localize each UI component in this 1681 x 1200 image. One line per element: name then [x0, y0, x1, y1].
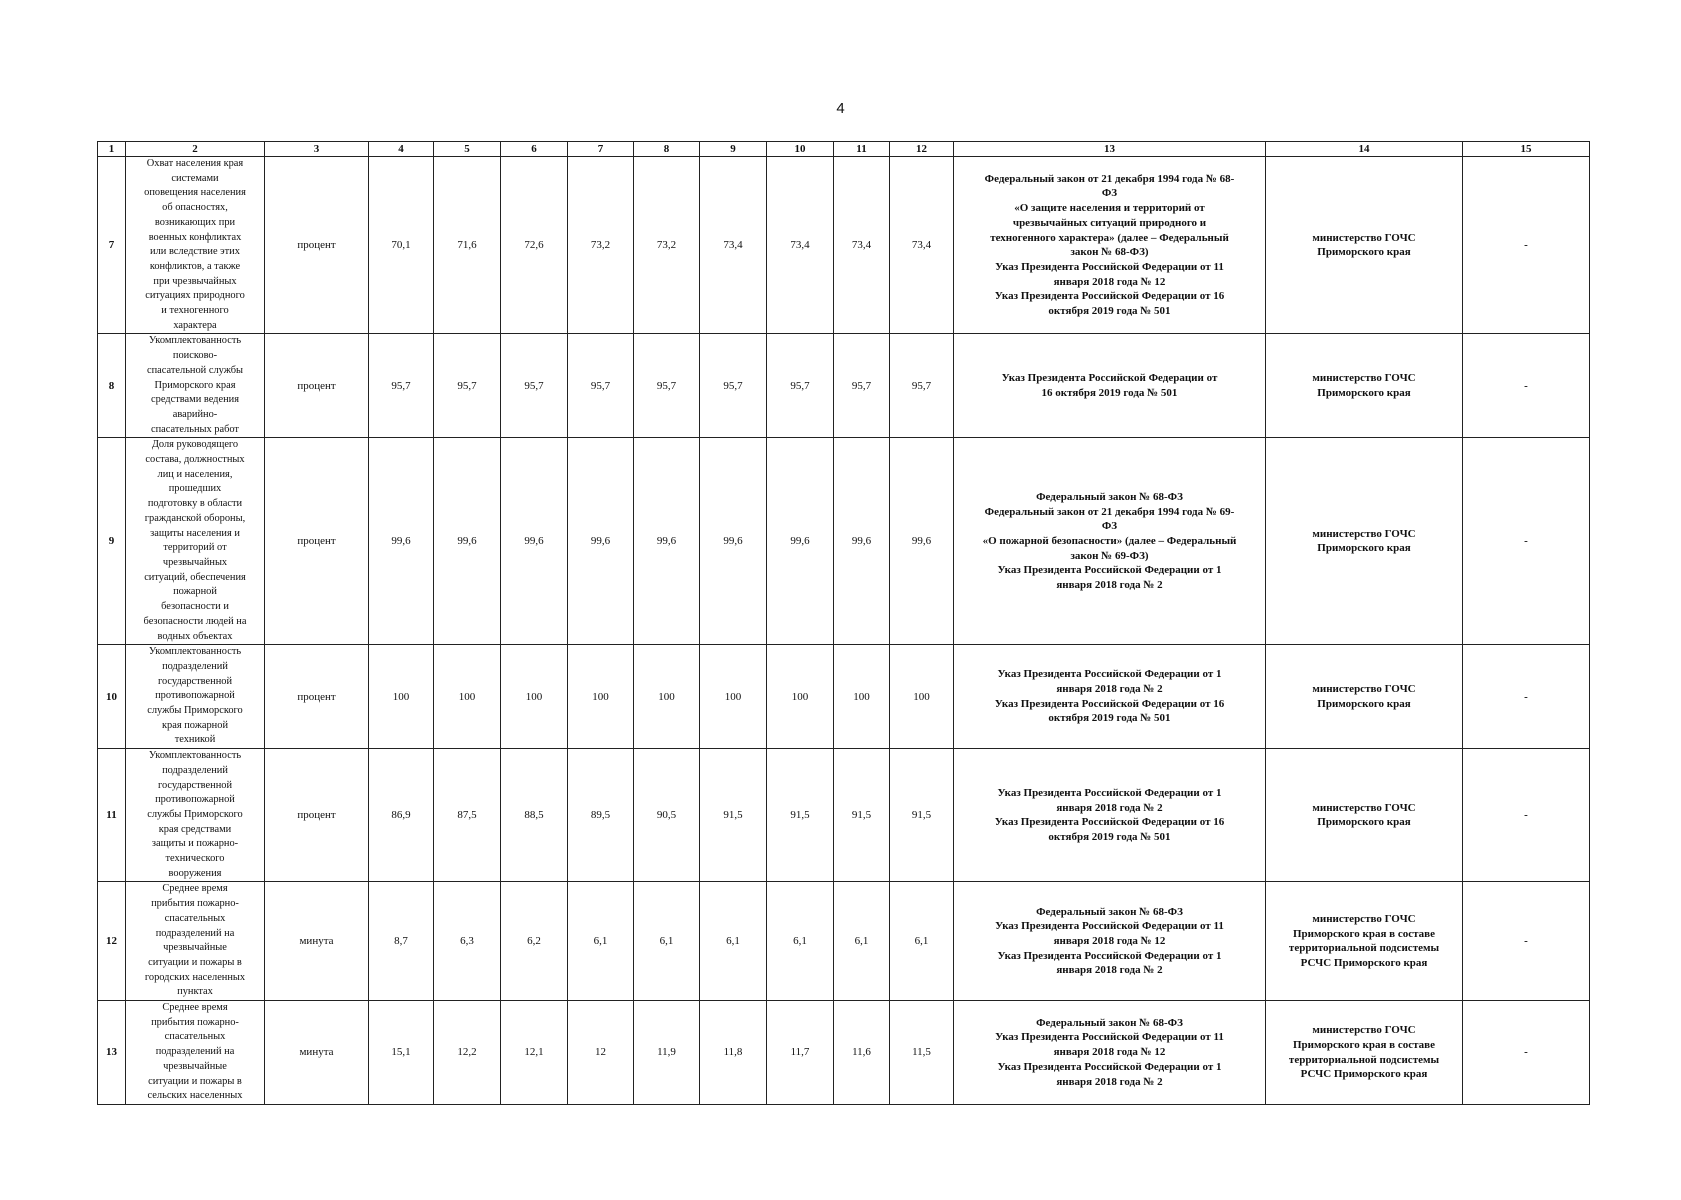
legal-basis [954, 438, 1266, 645]
indicator-name-line: территорий от [163, 542, 227, 554]
legal-basis-line: Федеральный закон № 68-ФЗ [1036, 1016, 1183, 1029]
legal-basis [954, 882, 1266, 1001]
indicator-value: 91,5 [700, 749, 767, 882]
unit-of-measure: минута [265, 882, 369, 1001]
table-row [98, 438, 1590, 645]
legal-basis-line: Указ Президента Российской Федерации от 16 [994, 290, 1225, 303]
legal-basis-line: января 2018 года № 12 [1053, 1046, 1166, 1059]
indicator-name-line: сельских населенных [147, 1090, 243, 1102]
legal-basis [954, 334, 1266, 438]
row-number: 8 [98, 334, 126, 438]
indicator-value: 95,7 [700, 334, 767, 438]
indicator-name-line: или вследствие этих [150, 246, 240, 258]
indicator-name-line: спасательной службы [146, 364, 244, 376]
indicator-value: 95,7 [834, 334, 890, 438]
indicator-value: 15,1 [369, 1001, 434, 1105]
legal-basis-line: 16 октября 2019 года № 501 [1041, 386, 1178, 399]
row-number: 7 [98, 157, 126, 334]
column-15-value: - [1463, 438, 1590, 645]
column-number-1: 1 [98, 142, 126, 157]
responsible-body-line: министерство ГОЧС [1312, 231, 1416, 244]
indicator-name-line: спасательных [164, 912, 226, 924]
unit-of-measure: процент [265, 645, 369, 749]
responsible-body [1266, 882, 1463, 1001]
indicator-name-line: ситуаций, обеспечения [144, 571, 246, 583]
indicator-value: 11,8 [700, 1001, 767, 1105]
indicator-name-line: службы Приморского [147, 705, 243, 717]
indicator-name-line: Среднее время [162, 883, 228, 895]
indicator-value: 100 [767, 645, 834, 749]
column-number-3: 3 [265, 142, 369, 157]
column-15-value: - [1463, 157, 1590, 334]
legal-basis-line: Указ Президента Российской Федерации от 16 [994, 816, 1225, 829]
indicator-name-line: Охват населения края [146, 158, 244, 169]
legal-basis-line: января 2018 года № 2 [1056, 801, 1163, 814]
legal-basis-line: января 2018 года № 2 [1056, 964, 1163, 977]
responsible-body [1266, 1001, 1463, 1105]
row-number: 9 [98, 438, 126, 645]
unit-of-measure: процент [265, 334, 369, 438]
indicator-value: 12,1 [501, 1001, 568, 1105]
legal-basis-line: октября 2019 года № 501 [1048, 305, 1171, 318]
indicator-name-line: безопасности и [161, 601, 229, 613]
legal-basis-line: Федеральный закон от 21 декабря 1994 года № 68- [984, 172, 1235, 185]
column-15-value: - [1463, 749, 1590, 882]
legal-basis-line: закон № 68-ФЗ) [1070, 246, 1149, 259]
indicator-name-line: противопожарной [155, 794, 235, 806]
indicator-value: 88,5 [501, 749, 568, 882]
indicator-name-line: пунктах [177, 986, 213, 998]
legal-basis-line: Указ Президента Российской Федерации от 16 [994, 697, 1225, 710]
indicator-name-line: ситуации и пожары в [148, 1075, 242, 1087]
column-number-2: 2 [126, 142, 265, 157]
legal-basis-line: Указ Президента Российской Федерации от 11 [995, 1031, 1224, 1044]
indicator-value: 73,4 [890, 157, 954, 334]
indicator-name [126, 157, 265, 334]
column-number-6: 6 [501, 142, 568, 157]
legal-basis-line: ФЗ [1101, 187, 1118, 200]
indicator-value: 99,6 [834, 438, 890, 645]
indicator-name-line: подразделений на [155, 927, 235, 939]
legal-basis-line: закон № 69-ФЗ) [1070, 549, 1149, 562]
indicator-value: 100 [369, 645, 434, 749]
indicator-value: 99,6 [568, 438, 634, 645]
indicator-name-line: при чрезвычайных [153, 275, 237, 287]
responsible-body-line: РСЧС Приморского края [1300, 956, 1428, 969]
unit-of-measure: процент [265, 157, 369, 334]
column-number-14: 14 [1266, 142, 1463, 157]
indicator-name-line: конфликтов, а также [149, 260, 241, 272]
legal-basis-line: «О защите населения и территорий от [1014, 202, 1205, 215]
indicator-name [126, 749, 265, 882]
responsible-body-line: министерство ГОЧС [1312, 912, 1416, 925]
responsible-body [1266, 334, 1463, 438]
indicator-name-line: Укомплектованность [148, 646, 242, 658]
indicator-name-line: службы Приморского [147, 808, 243, 820]
indicator-value: 99,6 [700, 438, 767, 645]
indicator-value: 8,7 [369, 882, 434, 1001]
indicator-value: 99,6 [767, 438, 834, 645]
indicator-value: 95,7 [890, 334, 954, 438]
responsible-body-line: Приморского края [1317, 697, 1411, 710]
indicator-name-line: вооружения [168, 867, 222, 879]
page-number: 4 [836, 100, 845, 117]
responsible-body [1266, 645, 1463, 749]
legal-basis [954, 749, 1266, 882]
legal-basis-line: Федеральный закон № 68-ФЗ [1036, 905, 1183, 918]
indicator-name-line: края пожарной [161, 719, 229, 731]
unit-of-measure: минута [265, 1001, 369, 1105]
indicator-name [126, 334, 265, 438]
column-15-value: - [1463, 1001, 1590, 1105]
legal-basis-line: Указ Президента Российской Федерации от 1 [997, 564, 1222, 577]
indicator-value: 95,7 [369, 334, 434, 438]
table-row [98, 749, 1590, 882]
legal-basis-line: Указ Президента Российской Федерации от 11 [995, 920, 1224, 933]
indicator-name-line: подготовку в области [147, 498, 243, 510]
indicator-name-line: ситуации и пожары в [148, 956, 242, 968]
indicator-value: 99,6 [890, 438, 954, 645]
indicator-name-line: подразделений [162, 660, 228, 672]
indicator-name-line: оповещения населения [144, 187, 246, 199]
indicator-name-line: характера [173, 319, 217, 331]
indicator-value: 73,4 [834, 157, 890, 334]
indicators-table [97, 141, 1590, 1105]
column-number-8: 8 [634, 142, 700, 157]
responsible-body-line: министерство ГОЧС [1312, 682, 1416, 695]
column-number-7: 7 [568, 142, 634, 157]
responsible-body-line: министерство ГОЧС [1312, 801, 1416, 814]
row-number: 10 [98, 645, 126, 749]
legal-basis-line: «О пожарной безопасности» (далее – Федеральный [982, 534, 1237, 547]
table-row [98, 157, 1590, 334]
responsible-body-line: Приморского края [1317, 246, 1411, 259]
indicator-value: 99,6 [369, 438, 434, 645]
indicator-value: 100 [834, 645, 890, 749]
legal-basis-line: января 2018 года № 2 [1056, 579, 1163, 592]
indicator-value: 6,1 [634, 882, 700, 1001]
indicator-value: 95,7 [634, 334, 700, 438]
indicator-value: 11,6 [834, 1001, 890, 1105]
legal-basis-line: техногенного характера» (далее – Федеральный [990, 231, 1229, 244]
legal-basis-line: января 2018 года № 12 [1053, 934, 1166, 947]
indicator-name-line: Укомплектованность [148, 335, 242, 347]
indicator-value: 100 [434, 645, 501, 749]
column-number-row [98, 142, 1590, 157]
unit-of-measure: процент [265, 438, 369, 645]
indicator-name-line: края средствами [158, 823, 232, 835]
column-number-5: 5 [434, 142, 501, 157]
indicator-name-line: чрезвычайные [163, 1060, 227, 1072]
indicator-value: 12,2 [434, 1001, 501, 1105]
indicator-value: 99,6 [501, 438, 568, 645]
indicator-value: 100 [501, 645, 568, 749]
indicator-value: 6,1 [700, 882, 767, 1001]
responsible-body-line: министерство ГОЧС [1312, 527, 1416, 540]
indicator-name-line: городских населенных [144, 971, 246, 983]
indicator-name-line: государственной [157, 779, 233, 791]
legal-basis-line: Федеральный закон № 68-ФЗ [1036, 490, 1183, 503]
indicator-name-line: Приморского края [154, 379, 236, 391]
column-number-9: 9 [700, 142, 767, 157]
responsible-body [1266, 438, 1463, 645]
column-15-value: - [1463, 334, 1590, 438]
legal-basis-line: октября 2019 года № 501 [1048, 712, 1171, 725]
column-number-4: 4 [369, 142, 434, 157]
indicator-value: 99,6 [634, 438, 700, 645]
column-15-value: - [1463, 645, 1590, 749]
legal-basis [954, 1001, 1266, 1105]
table-row [98, 882, 1590, 1001]
indicator-value: 72,6 [501, 157, 568, 334]
indicator-name-line: спасательных [164, 1031, 226, 1043]
responsible-body-line: Приморского края [1317, 542, 1411, 555]
indicator-name-line: безопасности людей на [143, 615, 247, 627]
table-body [98, 157, 1590, 1105]
legal-basis-line: октября 2019 года № 501 [1048, 830, 1171, 843]
indicator-name-line: техникой [174, 734, 216, 746]
indicator-name [126, 645, 265, 749]
indicator-value: 73,2 [634, 157, 700, 334]
indicator-name [126, 1001, 265, 1105]
indicator-name-line: прошедших [168, 483, 222, 495]
indicator-value: 6,3 [434, 882, 501, 1001]
indicator-name-line: об опасностях, [162, 202, 228, 214]
indicator-name-line: прибытия пожарно- [151, 898, 239, 910]
indicator-name-line: гражданской обороны, [144, 512, 246, 524]
legal-basis [954, 645, 1266, 749]
indicator-name-line: ситуациях природного [145, 290, 245, 302]
indicator-value: 87,5 [434, 749, 501, 882]
responsible-body-line: министерство ГОЧС [1312, 372, 1416, 385]
legal-basis [954, 157, 1266, 334]
column-number-15: 15 [1463, 142, 1590, 157]
indicator-value: 95,7 [568, 334, 634, 438]
table-row [98, 1001, 1590, 1105]
indicator-name-line: подразделений на [155, 1046, 235, 1058]
indicator-value: 70,1 [369, 157, 434, 334]
indicator-value: 91,5 [890, 749, 954, 882]
indicator-name [126, 438, 265, 645]
indicator-name-line: спасательных работ [151, 423, 239, 435]
indicator-name-line: защиты населения и [150, 527, 240, 539]
indicator-value: 11,5 [890, 1001, 954, 1105]
indicator-value: 95,7 [501, 334, 568, 438]
indicator-value: 86,9 [369, 749, 434, 882]
legal-basis-line: Указ Президента Российской Федерации от 1 [997, 668, 1222, 681]
indicator-value: 73,2 [568, 157, 634, 334]
legal-basis-line: чрезвычайных ситуаций природного и [1012, 216, 1207, 229]
legal-basis-line: Указ Президента Российской Федерации от 11 [995, 260, 1224, 273]
legal-basis-line: ФЗ [1101, 520, 1118, 533]
indicator-name-line: водных объектах [157, 630, 233, 642]
row-number: 12 [98, 882, 126, 1001]
table-row [98, 645, 1590, 749]
legal-basis-line: Указ Президента Российской Федерации от 1 [997, 949, 1222, 962]
table-row [98, 334, 1590, 438]
indicator-value: 91,5 [767, 749, 834, 882]
responsible-body-line: РСЧС Приморского края [1300, 1068, 1428, 1081]
responsible-body [1266, 749, 1463, 882]
indicator-name-line: лиц и населения, [157, 468, 233, 480]
column-number-11: 11 [834, 142, 890, 157]
indicator-value: 71,6 [434, 157, 501, 334]
column-number-12: 12 [890, 142, 954, 157]
indicator-name-line: возникающих при [154, 216, 236, 228]
indicator-value: 11,7 [767, 1001, 834, 1105]
indicator-value: 6,2 [501, 882, 568, 1001]
indicator-name [126, 882, 265, 1001]
indicator-value: 99,6 [434, 438, 501, 645]
legal-basis-line: Указ Президента Российской Федерации от [1001, 372, 1218, 385]
legal-basis-line: Указ Президента Российской Федерации от 1 [997, 1060, 1222, 1073]
indicator-value: 6,1 [890, 882, 954, 1001]
column-number-10: 10 [767, 142, 834, 157]
responsible-body-line: Приморского края в составе [1293, 927, 1435, 940]
indicator-value: 100 [890, 645, 954, 749]
indicator-value: 90,5 [634, 749, 700, 882]
responsible-body-line: территориальной подсистемы [1288, 1053, 1440, 1066]
indicator-value: 6,1 [568, 882, 634, 1001]
legal-basis-line: января 2018 года № 2 [1056, 682, 1163, 695]
indicator-value: 6,1 [834, 882, 890, 1001]
indicator-name-line: защиты и пожарно- [151, 838, 239, 850]
indicator-name-line: военных конфликтах [148, 231, 242, 243]
indicator-name-line: чрезвычайные [163, 942, 227, 954]
indicator-value: 73,4 [767, 157, 834, 334]
indicator-name-line: состава, должностных [145, 454, 245, 466]
indicator-value: 100 [700, 645, 767, 749]
indicator-value: 6,1 [767, 882, 834, 1001]
indicator-value: 95,7 [767, 334, 834, 438]
indicator-name-line: чрезвычайных [162, 556, 228, 568]
responsible-body-line: Приморского края [1317, 386, 1411, 399]
responsible-body-line: Приморского края [1317, 816, 1411, 829]
row-number: 13 [98, 1001, 126, 1105]
indicator-name-line: средствами ведения [151, 394, 239, 406]
indicator-value: 95,7 [434, 334, 501, 438]
responsible-body [1266, 157, 1463, 334]
indicator-value: 11,9 [634, 1001, 700, 1105]
unit-of-measure: процент [265, 749, 369, 882]
indicator-value: 100 [568, 645, 634, 749]
indicator-name-line: Доля руководящего [151, 439, 239, 451]
indicator-name-line: поисково- [172, 350, 218, 362]
indicator-value: 73,4 [700, 157, 767, 334]
row-number: 11 [98, 749, 126, 882]
legal-basis-line: Указ Президента Российской Федерации от 1 [997, 786, 1222, 799]
indicator-value: 89,5 [568, 749, 634, 882]
indicator-name-line: подразделений [162, 764, 228, 776]
indicator-name-line: Среднее время [162, 1002, 228, 1014]
indicator-value: 12 [568, 1001, 634, 1105]
column-number-13: 13 [954, 142, 1266, 157]
indicator-name-line: аварийно- [172, 408, 218, 420]
indicator-name-line: и техногенного [161, 305, 229, 317]
responsible-body-line: территориальной подсистемы [1288, 942, 1440, 955]
indicator-name-line: системами [171, 172, 219, 184]
indicator-value: 91,5 [834, 749, 890, 882]
indicator-name-line: Укомплектованность [148, 750, 242, 762]
indicator-name-line: технического [165, 853, 225, 865]
indicator-name-line: пожарной [173, 586, 217, 598]
indicator-name-line: противопожарной [155, 690, 235, 702]
responsible-body-line: министерство ГОЧС [1312, 1024, 1416, 1037]
column-15-value: - [1463, 882, 1590, 1001]
indicator-name-line: государственной [157, 675, 233, 687]
legal-basis-line: Федеральный закон от 21 декабря 1994 года № 69- [984, 505, 1235, 518]
legal-basis-line: января 2018 года № 2 [1056, 1075, 1163, 1088]
indicator-value: 100 [634, 645, 700, 749]
indicator-name-line: прибытия пожарно- [151, 1016, 239, 1028]
responsible-body-line: Приморского края в составе [1293, 1038, 1435, 1051]
legal-basis-line: января 2018 года № 12 [1053, 275, 1166, 288]
